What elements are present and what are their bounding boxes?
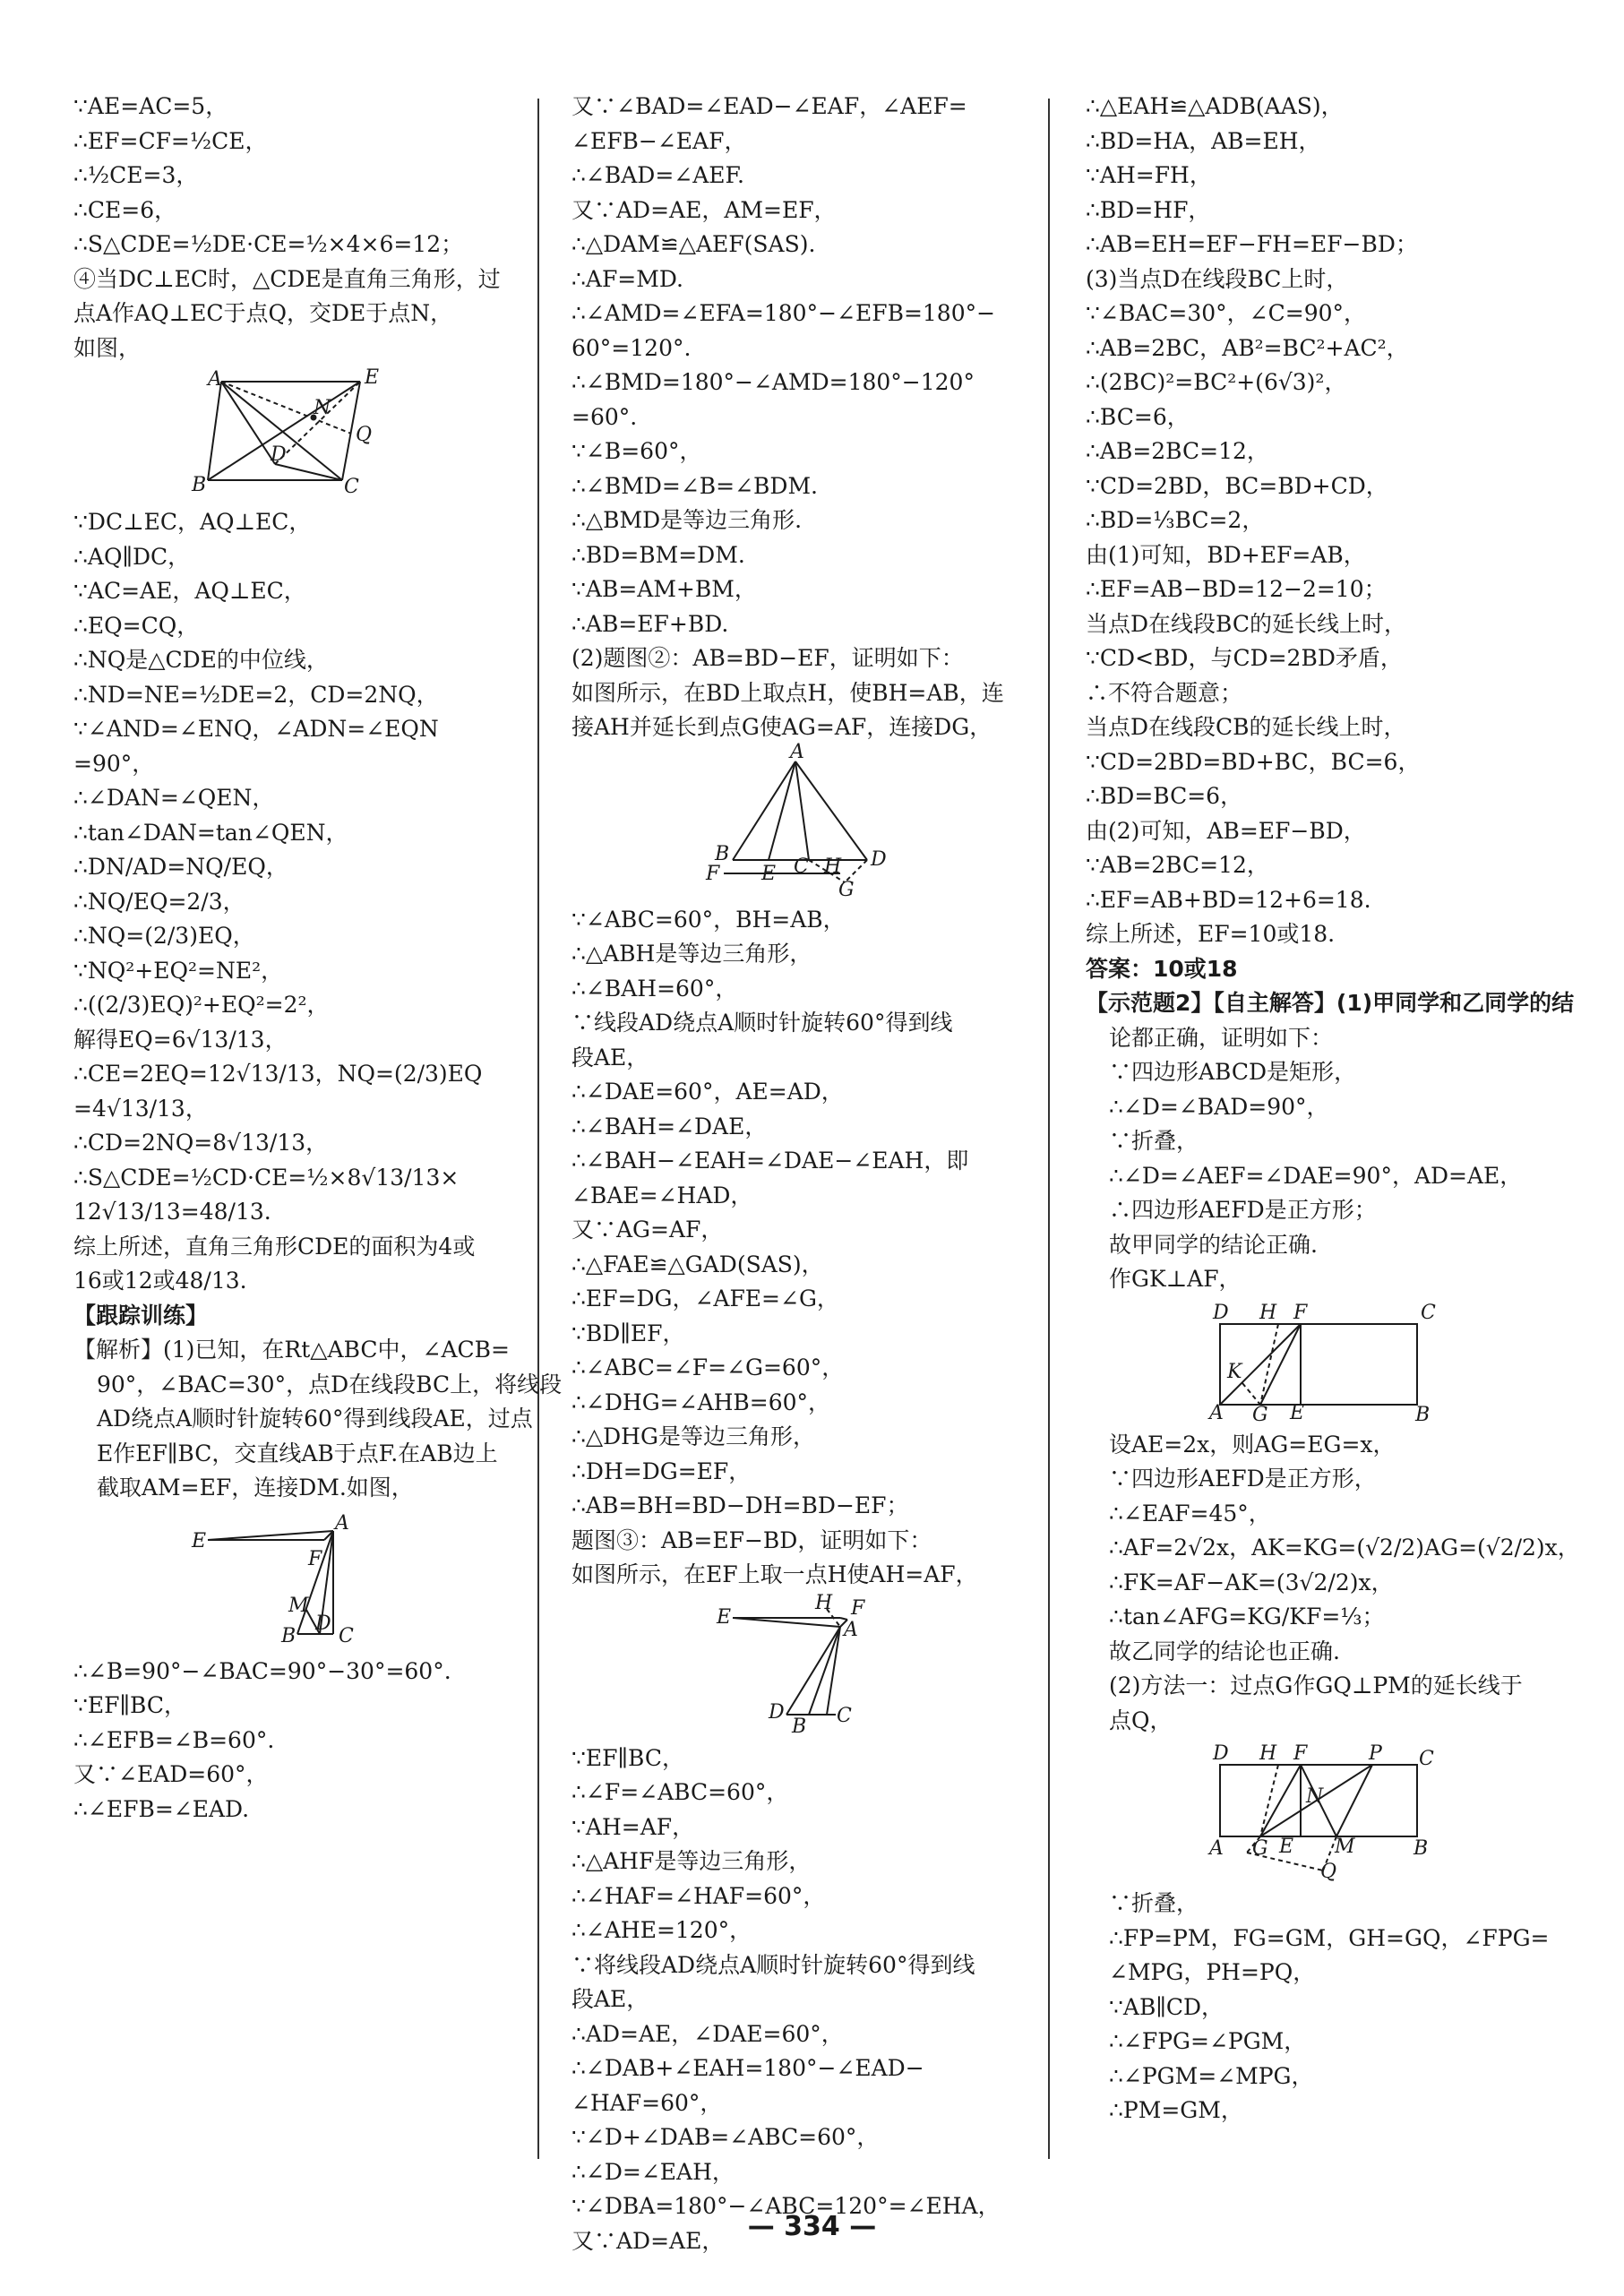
svg-text:N: N: [314, 397, 331, 419]
text-line: ∴(2BC)²=BC²+(6√3)²，: [1086, 369, 1347, 395]
text-line: ∵∠BAC=30°，∠C=90°，: [1086, 300, 1367, 326]
text-line: ∴∠B=90°−∠BAC=90°−30°=60°.: [73, 1657, 451, 1684]
text-line: ∴△FAE≌△GAD(SAS)，: [571, 1251, 824, 1277]
svg-text:G: G: [1252, 1403, 1268, 1426]
text-line: ∴EF=DG，∠AFE=∠G，: [571, 1286, 839, 1311]
svg-text:D: D: [1213, 1301, 1229, 1324]
text-line: ∴tan∠AFG=KG/KF=⅓；: [1109, 1604, 1385, 1630]
text-line: (2)方法一：过点G作GQ⊥PM的延长线于: [1109, 1673, 1523, 1698]
figure-triangle-cde: [73, 366, 450, 498]
text-line: (3)当点D在线段BC上时，: [1086, 265, 1349, 292]
text-line: ∴CE=6，: [73, 196, 177, 223]
text-line: ∵CD=2BD，BC=BD+CD，: [1086, 472, 1388, 499]
svg-text:C: C: [344, 476, 359, 498]
text-line: 论都正确，证明如下：: [1109, 1024, 1334, 1051]
text-line: ∴∠D=∠EAH，: [571, 2158, 735, 2185]
text-line: ∴AB=EF+BD.: [571, 610, 729, 637]
text-line: ∠MPG，PH=PQ，: [1109, 1959, 1316, 1985]
text-line: ∴∠BAH=60°，: [571, 975, 738, 1002]
text-line: ∵∠D+∠DAB=∠ABC=60°，: [571, 2124, 880, 2150]
svg-text:B: B: [281, 1624, 296, 1647]
text-line: ∴∠FPG=∠PGM，: [1109, 2028, 1307, 2054]
text-line: 点A作AQ⊥EC于点Q，交DE于点N，: [73, 300, 453, 326]
svg-text:F: F: [1293, 1301, 1308, 1324]
text-line: ∴AB=BH=BD−DH=BD−EF；: [571, 1492, 909, 1518]
text-line: ∴NQ是△CDE的中位线，: [73, 647, 329, 673]
text-line: ∴∠D=∠BAD=90°，: [1109, 1093, 1329, 1120]
text-line: ∴BD=HA，AB=EH，: [1086, 127, 1321, 154]
text-line: ∴∠EFB=∠EAD.: [73, 1795, 250, 1822]
text-line: ∴∠AMD=∠EFA=180°−∠EFB=180°−: [571, 300, 996, 326]
svg-text:C: C: [837, 1704, 852, 1727]
svg-text:E: E: [192, 1529, 207, 1552]
text-line: ∴△ABH是等边三角形，: [571, 941, 812, 967]
text-line: ∵四边形AEFD是正方形，: [1109, 1466, 1377, 1492]
text-line: ∴∠HAF=∠HAF=60°，: [571, 1882, 826, 1909]
text-line: 当点D在线段BC的延长线上时，: [1086, 610, 1407, 637]
text-line: ∵AE=AC=5，: [73, 93, 228, 119]
text-line: ∴△DAM≌△AEF(SAS).: [571, 231, 816, 257]
text-line: =4√13/13，: [73, 1095, 208, 1122]
text-line: ∵线段AD绕点A顺时针旋转60°得到线: [571, 1010, 953, 1036]
text-line: ∴∠BAH−∠EAH=∠DAE−∠EAH，即: [571, 1148, 969, 1174]
text-line: ∵NQ²+EQ²=NE²，: [73, 957, 284, 984]
text-line: ∴CE=2EQ=12√13/13，NQ=(2/3)EQ: [73, 1061, 483, 1087]
svg-text:C: C: [1419, 1748, 1434, 1770]
svg-text:D: D: [315, 1612, 331, 1635]
text-line: ∴BD=BM=DM.: [571, 541, 745, 568]
text-line: 12√13/13=48/13.: [73, 1199, 271, 1225]
text-line: 接AH并延长到点G使AG=AF，连接DG，: [571, 714, 992, 740]
text-line: ∵∠ABC=60°，BH=AB，: [571, 906, 846, 933]
text-line: 如图，: [73, 334, 142, 361]
text-line: ∴NQ=(2/3)EQ，: [73, 923, 255, 949]
text-line: ∴∠BMD=180°−∠AMD=180°−120°: [571, 369, 975, 395]
text-line: ∴FP=PM，FG=GM，GH=GQ，∠FPG=: [1109, 1924, 1550, 1951]
svg-text:Q: Q: [356, 424, 373, 446]
text-line: 又∵AD=AE，AM=EF，: [571, 196, 837, 223]
text-line: ∵AB∥CD，: [1109, 1993, 1224, 2020]
text-line: ∠EFB−∠EAF，: [571, 127, 747, 154]
svg-text:H: H: [1259, 1742, 1277, 1765]
text-line: ∵AB=2BC=12，: [1086, 852, 1269, 878]
text-line: 故甲同学的结论正确.: [1109, 1231, 1318, 1258]
answer-line: 答案：10或18: [1086, 955, 1238, 982]
svg-text:A: A: [335, 1511, 349, 1535]
text-line: 90°，∠BAC=30°，点D在线段BC上，将线段: [97, 1371, 563, 1397]
svg-text:C: C: [339, 1624, 354, 1647]
section-heading: 【示范题2】【自主解答】(1)甲同学和乙同学的结: [1086, 990, 1575, 1016]
column-3: [1086, 90, 1580, 2128]
figure-rectangle-fold-1: [1086, 1301, 1498, 1426]
text-line: ∴△DHG是等边三角形，: [571, 1423, 815, 1449]
text-line: 由(1)可知，BD+EF=AB，: [1086, 541, 1366, 568]
figure-rectangle-fold-2: [1086, 1742, 1498, 1883]
svg-text:D: D: [871, 847, 887, 871]
text-line: ∴∠PGM=∠MPG，: [1109, 2062, 1314, 2089]
svg-text:D: D: [271, 443, 287, 466]
text-line: ∴△BMD是等边三角形.: [571, 507, 803, 533]
text-line: ∴AB=2BC=12，: [1086, 438, 1269, 464]
text-line: ∵CD<BD，与CD=2BD矛盾，: [1086, 645, 1403, 671]
svg-text:F: F: [308, 1547, 322, 1570]
text-line: ∵∠AND=∠ENQ，∠ADN=∠EQN: [73, 716, 439, 742]
text-line: 又∵∠EAD=60°，: [73, 1761, 269, 1787]
svg-text:B: B: [792, 1715, 807, 1738]
text-line: ∵∠B=60°，: [571, 438, 702, 464]
text-line: ∴AB=2BC，AB²=BC²+AC²，: [1086, 334, 1409, 361]
text-line: ④当DC⊥EC时，△CDE是直角三角形，过: [73, 265, 501, 292]
text-line: ∴((2/3)EQ)²+EQ²=2²，: [73, 992, 330, 1018]
text-line: ∵EF∥BC，: [571, 1744, 685, 1771]
column-2: [571, 90, 1033, 2258]
text-line: 截取AM=EF，连接DM.如图，: [97, 1475, 414, 1501]
text-line: ∴不符合题意；: [1086, 679, 1243, 706]
text-line: 当点D在线段CB的延长线上时，: [1086, 714, 1406, 740]
text-line: E作EF∥BC，交直线AB于点F.在AB边上: [97, 1440, 498, 1466]
text-line: ∴AF=MD.: [571, 265, 683, 292]
text-line: 又∵AG=AF，: [571, 1217, 724, 1243]
text-line: ∴EF=AB−BD=12−2=10；: [1086, 576, 1387, 602]
text-line: ∴∠EAF=45°，: [1109, 1500, 1271, 1526]
svg-text:A: A: [844, 1618, 858, 1641]
svg-text:M: M: [288, 1594, 309, 1617]
text-line: ∵AB=AM+BM，: [571, 576, 757, 602]
svg-text:A: A: [1209, 1401, 1224, 1424]
text-line: 【解析】(1)已知，在Rt△ABC中，∠ACB=: [73, 1337, 510, 1363]
svg-text:D: D: [769, 1700, 785, 1724]
text-line: 段AE，: [571, 1044, 649, 1071]
text-line: 综上所述，EF=10或18.: [1086, 921, 1336, 947]
svg-text:B: B: [1415, 1403, 1431, 1426]
text-line: ∵折叠，: [1109, 1128, 1199, 1154]
text-line: ∵DC⊥EC，AQ⊥EC，: [73, 509, 312, 535]
text-line: ∠HAF=60°，: [571, 2089, 723, 2116]
svg-text:A: A: [1209, 1837, 1224, 1860]
text-line: ∴S△CDE=½CD·CE=½×8√13/13×: [73, 1164, 460, 1191]
text-line: 60°=120°.: [571, 334, 692, 361]
text-line: ∴ND=NE=½DE=2，CD=2NQ，: [73, 681, 439, 708]
svg-text:C: C: [1421, 1301, 1436, 1324]
text-line: ∴AQ∥DC，: [73, 543, 191, 570]
svg-text:N: N: [1306, 1785, 1324, 1808]
svg-text:C: C: [794, 855, 809, 878]
svg-text:F: F: [851, 1596, 865, 1620]
svg-text:Q: Q: [1320, 1861, 1337, 1883]
text-line: ∴∠BAH=∠DAE，: [571, 1113, 768, 1139]
text-line: ∴EF=AB+BD=12+6=18.: [1086, 886, 1371, 913]
text-line: ∴△AHF是等边三角形，: [571, 1848, 812, 1874]
svg-text:G: G: [1252, 1837, 1268, 1860]
text-line: ∵AH=AF，: [571, 1813, 695, 1840]
text-line: ∴AD=AE，∠DAE=60°，: [571, 2020, 844, 2047]
text-line: AD绕点A顺时针旋转60°得到线段AE，过点: [97, 1406, 533, 1432]
text-line: ∵BD∥EF，: [571, 1320, 685, 1346]
text-line: ∴NQ/EQ=2/3，: [73, 888, 245, 915]
text-line: ∵四边形ABCD是矩形，: [1109, 1059, 1357, 1085]
text-line: ∵AC=AE，AQ⊥EC，: [73, 578, 306, 604]
text-line: ∴∠AHE=120°，: [571, 1917, 752, 1943]
text-line: ∴DN/AD=NQ/EQ，: [73, 854, 288, 880]
text-line: ∴∠F=∠ABC=60°，: [571, 1779, 789, 1805]
text-line: ∵将线段AD绕点A顺时针旋转60°得到线: [571, 1951, 975, 1978]
text-line: ∴DH=DG=EF，: [571, 1458, 752, 1484]
text-line: 点Q，: [1109, 1707, 1173, 1733]
text-line: ∴∠BMD=∠B=∠BDM.: [571, 472, 818, 499]
text-line: ∵EF∥BC，: [73, 1692, 187, 1718]
text-line: ∴BD=HF，: [1086, 196, 1211, 223]
text-line: ∴BD=BC=6，: [1086, 783, 1243, 809]
text-line: ∴∠DHG=∠AHB=60°，: [571, 1389, 831, 1415]
svg-text:M: M: [1335, 1836, 1355, 1858]
text-line: ∴∠BAD=∠AEF.: [571, 162, 744, 188]
text-line: ∴∠EFB=∠B=60°.: [73, 1726, 275, 1753]
svg-text:G: G: [838, 878, 855, 901]
text-line: 解得EQ=6√13/13，: [73, 1026, 288, 1053]
svg-text:F: F: [706, 862, 720, 885]
figure-rotation-1: [73, 1513, 450, 1647]
text-line: ∴∠ABC=∠F=∠G=60°，: [571, 1354, 845, 1380]
text-line: 设AE=2x，则AG=EG=x，: [1109, 1431, 1396, 1458]
svg-text:B: B: [192, 474, 207, 496]
text-line: ∴FK=AF−AK=(3√2/2)x，: [1109, 1569, 1394, 1595]
text-line: 如图所示，在EF上取一点H使AH=AF，: [571, 1561, 978, 1587]
text-line: =60°.: [571, 403, 638, 430]
text-line: ∴∠DAN=∠QEN，: [73, 785, 275, 811]
column-divider-2: [1048, 99, 1050, 2159]
text-line: 如图所示，在BD上取点H，使BH=AB，连: [571, 679, 1004, 706]
text-line: 故乙同学的结论也正确.: [1109, 1638, 1340, 1664]
text-line: ∵折叠，: [1109, 1890, 1199, 1916]
text-line: 又∵AD=AE，: [571, 2227, 725, 2254]
svg-text:P: P: [1369, 1742, 1382, 1765]
text-line: (2)题图②：AB=BD−EF，证明如下：: [571, 645, 964, 671]
text-line: ∴CD=2NQ=8√13/13，: [73, 1130, 329, 1156]
figure-rotation-2: [571, 740, 984, 901]
text-line: ∴S△CDE=½DE·CE=½×4×6=12；: [73, 231, 464, 257]
text-line: ∴EQ=CQ，: [73, 612, 200, 639]
text-line: 作GK⊥AF，: [1109, 1266, 1242, 1292]
svg-text:F: F: [1293, 1742, 1308, 1765]
text-line: ∴BD=⅓BC=2，: [1086, 507, 1265, 533]
text-line: 由(2)可知，AB=EF−BD，: [1086, 817, 1366, 844]
svg-text:E: E: [1290, 1401, 1305, 1424]
svg-text:A: A: [208, 368, 222, 391]
text-line: 题图③：AB=EF−BD，证明如下：: [571, 1526, 932, 1553]
text-line: 又∵∠BAD=∠EAD−∠EAF，∠AEF=: [571, 93, 967, 119]
svg-text:E: E: [761, 862, 777, 885]
svg-text:E: E: [1279, 1836, 1294, 1858]
text-line: ∵AH=FH，: [1086, 162, 1212, 188]
text-line: ∴½CE=3，: [73, 162, 199, 188]
svg-text:H: H: [1259, 1301, 1277, 1324]
section-heading: 【跟踪训练】: [73, 1302, 209, 1329]
svg-text:H: H: [824, 855, 842, 878]
svg-text:A: A: [790, 740, 804, 763]
text-line: ∵∠DBA=180°−∠ABC=120°=∠EHA，: [571, 2193, 1001, 2219]
text-line: ∴∠DAE=60°，AE=AD，: [571, 1079, 844, 1105]
text-line: =90°，: [73, 750, 155, 777]
text-line: ∴PM=GM，: [1109, 2097, 1243, 2123]
text-line: ∴∠D=∠AEF=∠DAE=90°，AD=AE，: [1109, 1162, 1523, 1189]
column-1: [73, 90, 563, 1827]
text-line: 综上所述，直角三角形CDE的面积为4或: [73, 1233, 476, 1260]
text-line: ∴△EAH≌△ADB(AAS)，: [1086, 93, 1344, 119]
svg-text:B: B: [1413, 1837, 1429, 1860]
column-divider-1: [537, 99, 539, 2159]
text-line: ∴∠DAB+∠EAH=180°−∠EAD−: [571, 2055, 924, 2081]
svg-text:K: K: [1227, 1360, 1242, 1383]
text-line: ∠BAE=∠HAD，: [571, 1182, 753, 1208]
figure-rotation-3: [571, 1591, 984, 1738]
svg-text:B: B: [715, 842, 730, 865]
text-line: 段AE，: [571, 1986, 649, 2012]
text-line: ∴tan∠DAN=tan∠QEN，: [73, 819, 348, 846]
svg-text:H: H: [815, 1591, 833, 1614]
text-line: ∴AF=2√2x，AK=KG=(√2/2)AG=(√2/2)x，: [1109, 1535, 1580, 1561]
text-line: ∵CD=2BD=BD+BC，BC=6，: [1086, 748, 1421, 775]
svg-text:E: E: [365, 366, 380, 389]
text-line: 16或12或48/13.: [73, 1268, 247, 1294]
text-line: ∴BC=6，: [1086, 403, 1190, 430]
svg-text:D: D: [1213, 1742, 1229, 1765]
page-number: — 334 —: [747, 2211, 877, 2242]
text-line: ∴AB=EH=EF−FH=EF−BD；: [1086, 231, 1418, 257]
svg-text:E: E: [717, 1605, 732, 1629]
text-line: ∴EF=CF=½CE，: [73, 127, 268, 154]
text-line: ∴四边形AEFD是正方形；: [1109, 1197, 1377, 1223]
